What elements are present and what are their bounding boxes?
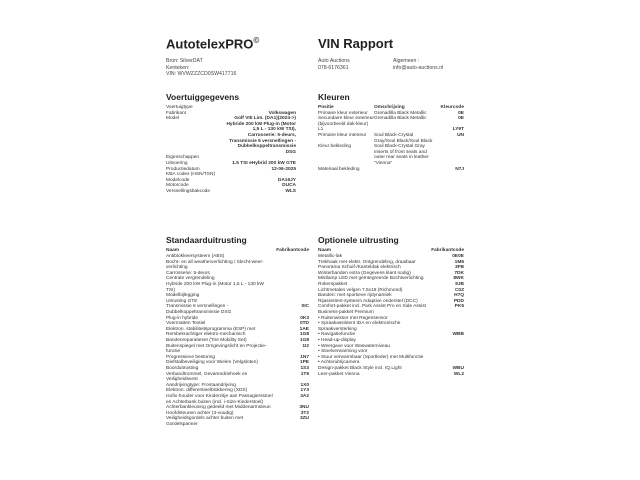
color-position: Kleur bekleding	[318, 144, 352, 150]
brand-mark: ©	[253, 36, 260, 45]
equipment-code: 0E0E	[452, 254, 464, 260]
report-title: VIN Rapport	[318, 36, 394, 51]
standard-equipment-table	[166, 248, 309, 428]
vehicle-key: KBA codes (HSN/TSN)	[166, 172, 216, 178]
equipment-code: 1G8	[299, 332, 309, 338]
equipment-name: Veiligheidsgordels achter buiten met Gordelspanner	[166, 416, 244, 427]
color-description: Soul Black-Crystal Gray Inserts of front seats and outer rear seats in leather "Vienna"	[374, 144, 429, 166]
vehicle-table	[166, 105, 296, 195]
equipment-name: Achterbankleuning gedeeld met Middenarmsteun	[166, 405, 271, 411]
meta-line: Auto Auctions	[318, 58, 350, 64]
equipment-code: 1M6	[454, 259, 464, 265]
equipment-name: Aandrijvingtype: Frontaandrijving	[166, 382, 236, 388]
equipment-code: 1N7	[300, 354, 309, 360]
vehicle-key: Voertuigtype	[166, 105, 193, 110]
optional-row	[318, 372, 464, 378]
equipment-name: Buitenspiegel met Omgevingslicht en Projectie-functie	[166, 343, 267, 355]
equipment-name: • Spraakassistent IDA en elektronische Spraakversterking	[318, 321, 401, 332]
colors-row	[318, 133, 464, 144]
meta-line: Bron: SilverDAT	[166, 58, 203, 64]
header-name: Naam	[166, 248, 180, 253]
equipment-name: Centrale vergrendeling	[166, 276, 215, 282]
equipment-code: 3T2	[300, 410, 309, 416]
equipment-code: C0Z	[454, 287, 464, 293]
equipment-code: 1Y3	[300, 388, 309, 394]
vehicle-value: Volkswagen	[268, 110, 296, 116]
equipment-name: Bandenreparatieset (Tire Mobility Set)	[166, 338, 247, 343]
vehicle-value: Golf VIII Lim. (DA1)(2024->) Hybride 200 kW Plug-in (Motor 1,5 L - 130 kW TSI), Carrosserie: 5-deurs, Transmissie 6 versnellingen - Dubbelkoppeltransmissie DSG	[226, 116, 296, 155]
vehicle-key: Productiedatum	[166, 166, 200, 172]
company-info	[318, 58, 350, 71]
color-position: Primaire kleur exterieur	[318, 110, 368, 116]
equipment-code: PK5	[454, 304, 464, 310]
equipment-name: Lichtmetalen velgen 7,5x18 (Richmond)	[318, 287, 403, 293]
equipment-name: Elektron. stabiliteitsprogramma (ESP) met	[166, 326, 256, 332]
equipment-name: Hoofdsteunen achter (3-voudig)	[166, 410, 234, 416]
equipment-code: 1PE	[299, 360, 309, 366]
vehicle-value: 1.5 TSI eHybrid 200 kW GTE	[232, 160, 296, 166]
equipment-code: 0TD	[299, 321, 309, 327]
color-description: Grenadilla Black Metallic	[374, 110, 427, 116]
section-title-colors: Kleuren	[318, 92, 350, 102]
color-code: N7J	[455, 166, 464, 172]
vehicle-key: Versnellingsbakcode	[166, 188, 211, 194]
equipment-code: H7Q	[454, 293, 464, 299]
vehicle-key: Fabrikant	[166, 110, 186, 116]
color-code: 0E	[458, 110, 464, 116]
header-code: Fabrikantcode	[431, 248, 464, 253]
colors-header-cell: Positie	[318, 105, 334, 110]
vehicle-key: Motorcode	[166, 183, 189, 189]
equipment-name: Business-pakket Premium	[318, 310, 374, 316]
equipment-name: • Ruitenwisser met Regensensor	[318, 315, 388, 321]
equipment-code: PDD	[453, 298, 464, 304]
standard-row	[166, 372, 309, 383]
equipment-code: 3NU	[299, 405, 309, 411]
colors-row	[318, 167, 464, 173]
equipment-name: • Navigatiefunctie	[318, 332, 356, 338]
section-title-optional: Optionele uitrusting	[318, 235, 399, 245]
section-title-vehicle: Voertuiggegevens	[166, 92, 240, 102]
brand-logo	[166, 36, 259, 51]
colors-row	[318, 116, 464, 127]
equipment-code: 1S3	[300, 365, 309, 371]
color-description: Soul Black-Crystal Gray/Soul Black/Soul Black	[374, 132, 433, 144]
colors-header-cell: Omschrijving	[374, 105, 405, 110]
equipment-name: • Weergave voor Waswaterniveau	[318, 343, 391, 349]
equipment-code: WBU	[452, 365, 464, 371]
equipment-name: Plug-in hybride	[166, 315, 198, 321]
header-code: Fabrikantcode	[276, 248, 309, 253]
color-code: LY9T	[452, 127, 464, 133]
equipment-name: Rijassistent-systeem Adaptive onderstel (DCC)	[318, 298, 418, 304]
meta-line: Algemeen :	[393, 58, 420, 64]
optional-row	[318, 321, 464, 332]
standard-row	[166, 260, 309, 271]
equipment-name: Banden: met sportieve rijdynamiek	[318, 293, 392, 299]
vehicle-value: WLS	[285, 188, 296, 194]
standard-row	[166, 416, 309, 427]
equipment-code: 3A2	[300, 393, 309, 399]
contact-info	[393, 58, 443, 71]
equipment-code	[430, 321, 464, 332]
meta-line: Kenteken:	[166, 64, 190, 71]
equipment-code	[275, 260, 309, 271]
equipment-name: Hybride 200 kW Plug-in (Motor 1,5 L - 130 kW TSI)	[166, 282, 264, 293]
optional-header	[318, 248, 464, 254]
vehicle-key: Modelcode	[166, 177, 190, 183]
vehicle-value: DUCA	[282, 183, 296, 189]
equipment-name: Boorduitrusting	[166, 365, 199, 371]
meta-line: 078-6176361	[318, 64, 349, 71]
standard-row	[166, 344, 309, 355]
equipment-name: Rokerspakket	[318, 282, 348, 288]
color-code	[434, 144, 464, 166]
equipment-name: Verbandtrommel, Gevarendriehoek en Veiligheidsvest	[166, 371, 248, 383]
equipment-code: 1X0	[300, 382, 309, 388]
equipment-name: Leer-pakket Vienna	[318, 371, 360, 377]
vehicle-key: Model	[166, 116, 180, 122]
equipment-name: Design-pakket Black Style incl. IQ.Light	[318, 365, 402, 371]
equipment-name: • Head-up-display	[318, 338, 356, 343]
equipment-name: • Achteruitrijcamera	[318, 360, 360, 366]
standard-row	[166, 394, 309, 405]
color-description: Grenadilla Black Metallic	[374, 116, 427, 122]
equipment-code: WBB	[452, 332, 464, 338]
color-description	[374, 167, 434, 173]
equipment-code	[275, 282, 309, 293]
color-position: Materiaal bekleding	[318, 166, 360, 172]
color-position: Primaire kleur interieur	[318, 132, 367, 138]
header-name: Naam	[318, 248, 332, 253]
color-code: 0E	[458, 116, 464, 122]
equipment-name: Bocht- en all weatherverlichting / Slecht-weer-verlichting	[166, 259, 264, 271]
standard-row	[166, 282, 309, 293]
equipment-name: Trekhaak met elektr. Ontgrendeling, draaibaar	[318, 259, 416, 265]
vehicle-key: Uitvoering	[166, 160, 188, 166]
equipment-code: WL2	[453, 371, 464, 377]
equipment-code: 1I2	[302, 343, 309, 349]
equipment-name: Progressieve besturing	[166, 354, 216, 360]
vehicle-key: Eigenschappen	[166, 155, 200, 161]
equipment-code: 8WK	[453, 276, 464, 282]
equipment-name: Panorama Schuif-/Kanteldak elektrisch	[318, 265, 401, 271]
brand-name: AutotelexPRO	[166, 36, 254, 52]
colors-table	[318, 105, 464, 172]
equipment-code: 1G8	[299, 338, 309, 343]
equipment-name: • Stuur verwarmbaar (Sportleder) met Multifunctie	[318, 354, 424, 360]
source-info	[166, 58, 236, 78]
equipment-name: Mistlamp LED met geïntegreerde Bochtverlichting	[318, 276, 424, 282]
equipment-name: Winterbanden extra (Gegevens klant nodig)	[318, 270, 411, 276]
standard-header	[166, 248, 309, 254]
optional-equipment-table	[318, 248, 464, 377]
equipment-code: 3ZU	[299, 416, 309, 422]
equipment-code: 3FB	[454, 265, 464, 271]
vehicle-row	[166, 116, 296, 155]
equipment-code: 9JB	[455, 282, 464, 288]
equipment-code: 7DK	[454, 270, 464, 276]
equipment-name: Transmissie 6 versnellingen - Dubbelkoppeltransmissie DSG	[166, 304, 232, 316]
equipment-name: Antiblokkeersysteem (ABS)	[166, 254, 225, 260]
equipment-name: Metallic-lak	[318, 254, 342, 260]
colors-row	[318, 144, 464, 166]
equipment-name: Isofix-houder voor Kinderzitje aan Passagiersstoel en Achterbank buiten (incl. i-Size-Kinderstoel)	[166, 393, 273, 405]
equipment-name: Carrosserie: 5-deurs	[166, 270, 210, 276]
equipment-name: Comfort-pakket incl. Park Assist Pro en Side Assist	[318, 304, 426, 310]
vehicle-value: 12-06-2025	[271, 166, 296, 172]
color-position: L1	[318, 127, 324, 133]
equipment-name: Elektron. differentieelblokkering (XDS)	[166, 388, 248, 394]
colors-header-cell: Kleurcode	[440, 105, 464, 110]
standard-row	[166, 304, 309, 315]
color-code: UN	[457, 132, 464, 138]
vehicle-value: DA16JY	[277, 177, 296, 183]
equipment-name: Voermatten Textiel	[166, 321, 206, 327]
meta-line: VIN: WVWZZZCD0SW417716	[166, 71, 237, 78]
equipment-name: Modelbijlegging	[166, 293, 200, 299]
color-position: Secundaire kleur exterieur (bijvoorbeeld dak-kleur)	[318, 116, 374, 127]
equipment-code: 1T9	[300, 371, 309, 377]
vehicle-row	[166, 189, 296, 195]
equipment-name: • Stoelverwarming voor	[318, 349, 368, 355]
meta-line: info@auto-auctions.nl	[393, 64, 444, 71]
equipment-name: Diefstalbeveiliging voor Wielen (Velgsloten)	[166, 360, 258, 366]
equipment-name: Rembekrachtiger elektro-mechanisch	[166, 332, 246, 338]
section-title-standard: Standaarduitrusting	[166, 235, 247, 245]
equipment-code: 0IC	[301, 304, 309, 310]
equipment-code: 0K3	[300, 315, 309, 321]
equipment-code: 1AE	[299, 326, 309, 332]
equipment-name: Uitrusting GTE	[166, 298, 198, 304]
